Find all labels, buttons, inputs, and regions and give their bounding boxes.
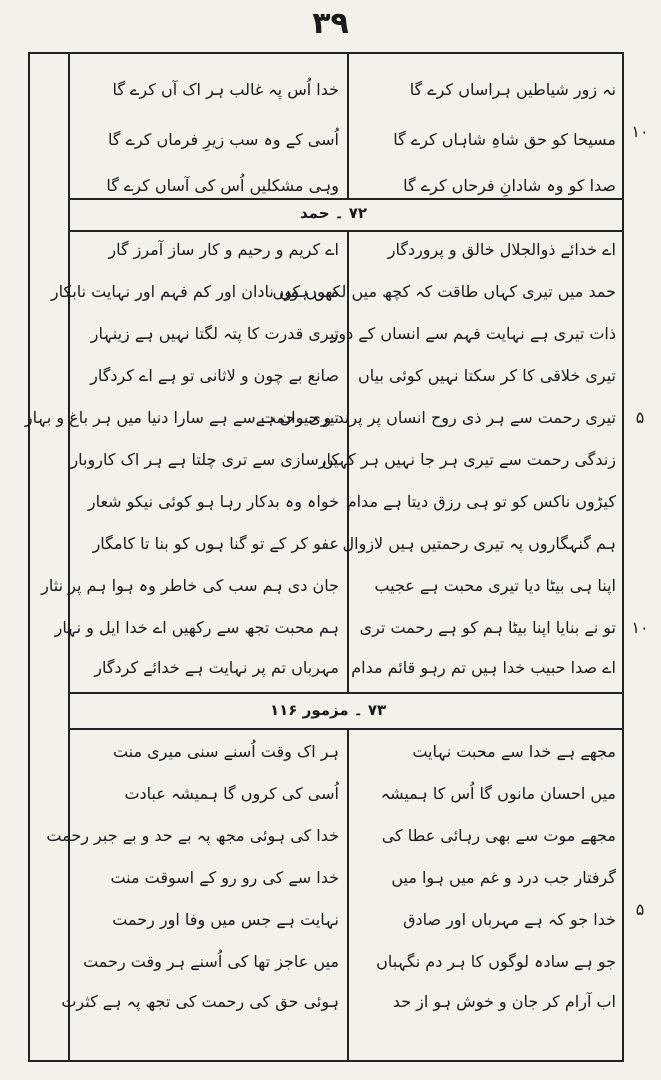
verse-line: تیری رحمت سے ہر ذی روح انساں پر پرند و حیوان ہے — [255, 408, 616, 427]
verse-line: اُسی کی کروں گا ہمیشہ عبادت — [124, 784, 339, 803]
verse-line: صانع بے چون و لاثانی تو ہے اے کردگار — [90, 366, 339, 385]
verse-line: میں عاجز تھا کی اُسنے ہر وقت رحمت — [83, 952, 339, 971]
verse-line: ہم گنہگاروں پہ تیری رحمتیں ہیں لازوال — [342, 534, 616, 553]
verse-line: عفو کر کے تو گنا ہوں کو بنا تا کامگار — [92, 534, 339, 553]
section1-right-column — [349, 52, 624, 198]
line-number: ۵ — [635, 408, 645, 427]
section2-right-column — [255, 230, 624, 692]
section3-right-column — [349, 728, 624, 1062]
verse-line: مجھے موت سے بھی رہائی عطا کی — [381, 826, 616, 845]
section-heading: ۷۲ ۔ حمد — [300, 204, 368, 222]
verse-line: اے صدا حبیب خدا ہیں تم رہو قائم مدام — [351, 658, 616, 677]
verse-line: اپنا ہی بیٹا دیا تیری محبت ہے عجیب — [374, 576, 616, 595]
verse-line: خواہ وہ بدکار رہا ہو کوئی نیکو شعار — [87, 492, 339, 511]
verse-line: اب آرام کر جان و خوش ہو از حد — [392, 992, 616, 1011]
verse-line: میں احسان مانوں گا اُس کا ہمیشہ — [380, 784, 616, 803]
verse-line: تیری قدرت کا پتہ لگتا نہیں ہے زینہار — [90, 324, 339, 343]
verse-line: خدا اُس پہ غالب ہر اک آں کرے گا — [112, 80, 339, 99]
verse-line: جو ہے سادہ لوگوں کا ہر دم نگہباں — [376, 952, 616, 971]
verse-line: کیڑوں ناکس کو تو ہی رزق دیتا ہے مدام — [346, 492, 616, 511]
verse-line: ہر اک وقت اُسنے سنی میری منت — [112, 742, 339, 761]
verse-line: زندگی رحمت سے تیری ہر جا نہیں ہر کہیں — [321, 450, 616, 469]
verse-line: خدا جو کہ ہے مہرباں اور صادق — [403, 910, 616, 929]
verse-line: اے خدائے ذوالجلال خالق و پروردگار — [387, 240, 616, 259]
verse-line: میں ہوں نادان اور کم فہم اور نہایت نابکار — [50, 282, 339, 301]
section2-left-column — [24, 230, 347, 692]
verse-line: نہایت ہے جس میں وفا اور رحمت — [112, 910, 339, 929]
verse-line: تیری خلاقی کا کر سکتا نہیں کوئی بیاں — [358, 366, 616, 385]
line-number: ۱۰ — [631, 618, 649, 637]
section-heading: ۷۳ ۔ مزمور ۱۱۶ — [270, 701, 387, 719]
line-number: ۵ — [635, 900, 645, 919]
section3-left-column — [46, 728, 347, 1062]
verse-line: نہ زور شیاطیں ہراساں کرے گا — [409, 80, 616, 99]
verse-line: ہوئی حق کی رحمت کی تجھ پہ ہے کثرت — [61, 992, 339, 1011]
verse-line: مجھے ہے خدا سے محبت نہایت — [412, 742, 616, 761]
verse-line: صدا کو وہ شادانِ فرحاں کرے گا — [403, 176, 616, 195]
verse-line: حمد میں تیری کہاں طاقت کہ کچھ میں لکھوں کوں — [272, 282, 616, 301]
verse-line: اُسی کے وہ سب زیرِ فرماں کرے گا — [108, 130, 339, 149]
section-rule — [68, 198, 624, 200]
verse-line: مسیحا کو حق شاہِ شاہاں کرے گا — [393, 130, 616, 149]
verse-line: خدا کی ہوئی مجھ پہ بے حد و بے جبر رحمت — [46, 826, 339, 845]
verse-line: مہرباں تم پر نہایت ہے خدائے کردگار — [94, 658, 339, 677]
verse-line: گرفتار جب درد و غم میں ہوا میں — [391, 868, 616, 887]
section1-left-column — [70, 52, 347, 198]
section-rule — [68, 692, 624, 694]
verse-line: جان دی ہم سب کی خاطر وہ ہوا ہم پر نثار — [41, 576, 339, 595]
verse-line: تو نے بنایا اپنا بیٹا ہم کو ہے رحمت تری — [359, 618, 616, 637]
verse-line: وہی مشکلیں اُس کی آساں کرے گا — [106, 176, 339, 195]
page-number: ۳۹ — [312, 6, 349, 41]
line-number: ۱۰ — [631, 122, 649, 141]
verse-line: ہم محبت تجھ سے رکھیں اے خدا ایل و نہار — [54, 618, 339, 637]
verse-line: کارسازی سے تری چلتا ہے ہر اک کاروبار — [70, 450, 339, 469]
verse-line: اے کریم و رحیم و کار ساز آمرز گار — [108, 240, 339, 259]
verse-line: خدا سے کی رو رو کے اسوقت منت — [110, 868, 339, 887]
verse-line: تیری رحمت سے ہے سارا دنیا میں ہر باغ و بہار — [24, 408, 339, 427]
verse-line: ذات تیری ہے نہایت فہم سے انساں کے دور — [330, 324, 616, 343]
